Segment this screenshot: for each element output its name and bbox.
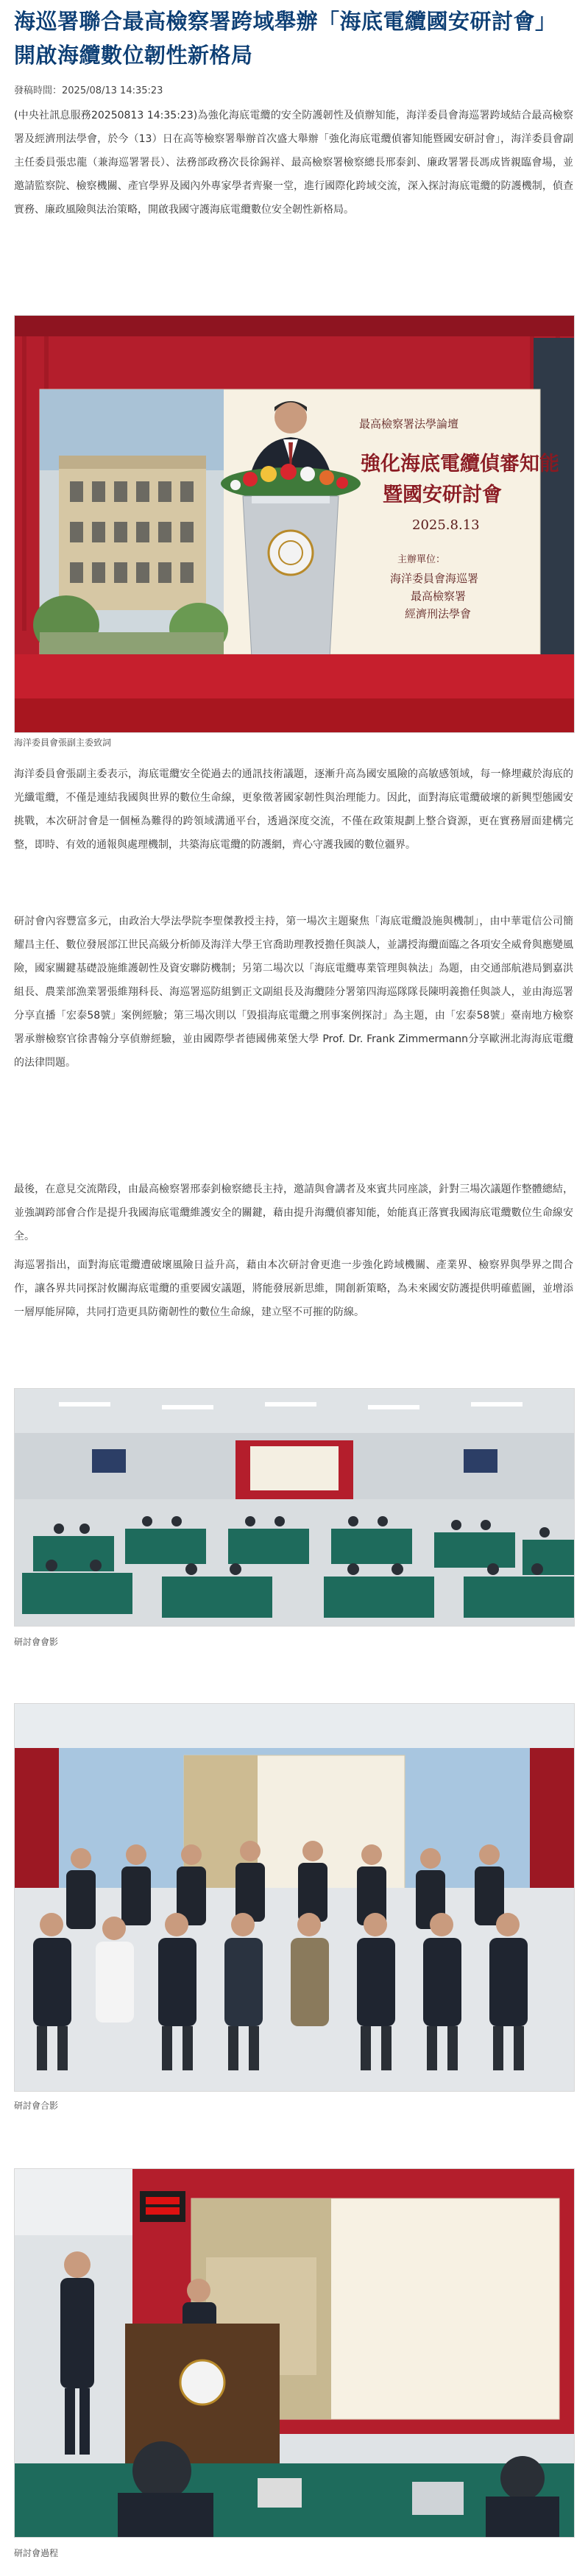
photo-group-image xyxy=(15,1704,574,2091)
building-illustration xyxy=(33,389,228,654)
sign-title-1: 強化海底電纜偵審知能 xyxy=(361,453,559,475)
paragraph-1: (中央社訊息服務20250813 14:35:23)為強化海底電纜的安全防護韌性及偵辦知能，海洋委員會海巡署跨域結合最高檢察署及經濟刑法學會，於今（13）日在高等檢察署舉辦首次盛大舉辦「強化海底電纜偵審知能暨國安研討會」，海洋委員會副主任委員張忠龍（兼海巡署署長）、法務部政務次長徐錫祥、最高檢察署檢察總長邢泰釗、廉政署署長馮成皆親臨會場，並邀請監察院、檢察機關、產官學界及國內外專家學者齊聚一堂，進行國際化跨域交流，深入探討海底電纜的防護機制，偵查實務、廉政風險與法治策略，開啟我國守護海底電纜數位安全韌性新格局。 xyxy=(14,110,573,216)
caption-3: 研討會合影 xyxy=(14,2101,59,2111)
sign-host-3: 經濟刑法學會 xyxy=(405,607,472,620)
photo-session xyxy=(14,2168,575,2538)
sign-host-2: 最高檢察署 xyxy=(411,590,467,603)
sign-date: 2025.8.13 xyxy=(412,517,480,533)
photo-speech-image xyxy=(15,316,574,732)
sign-host-label: 主辦單位： xyxy=(397,554,446,565)
photo-session-image xyxy=(15,2169,574,2537)
photo-auditorium xyxy=(14,1388,575,1627)
paragraph-5: 海巡署指出，面對海底電纜遭破壞風險日益升高，藉由本次研討會更進一步強化跨域機關、產業界、檢察界與學界之間合作，讓各界共同探討攸關海底電纜的重要國安議題，將能發展新思維，開創新策略，為未來國安防護提供明確藍圖，並增添一層厚能屏障，共同打造更具防衛韌性的數位生命線，建立堅不可摧的防線。 xyxy=(14,1259,573,1318)
paragraph-3: 研討會內容豐富多元，由政治大學法學院李聖傑教授主持，第一場次主題聚焦「海底電纜設施與機制」，由中華電信公司簡耀昌主任、數位發展部江世民高級分析師及海洋大學王官喬助理教授擔任與談人，並講授海纜面臨之各項安全威脅與應變風險，國家關鍵基礎設施維護韌性及資安聯防機制；另第二場次以「海底電纜專業管理與執法」為題，由交通部航港局劉嘉洪組長、農業部漁業署張維翔科長、海巡署巡防組劉正文副組長及海纜陸分署第四海巡隊隊長陳明義擔任與談人，並由海巡署分享直播「宏泰58號」案例經驗；第三場次則以「毀損海底電纜之刑事案例探討」為主題，由「宏泰58號」臺南地方檢察署承辦檢察官徐書翰分享偵辦經驗，並由國際學者德國佛萊堡大學 Prof. Dr. Frank Zimmermann分享歐洲北海海底電纜的法律問題。 xyxy=(14,916,573,1069)
sign-title-2: 暨國安研討會 xyxy=(383,484,502,506)
article-title: 海巡署聯合最高檢察署跨域舉辦「海底電纜國安研討會」開啟海纜數位韌性新格局 xyxy=(14,9,557,68)
sign-org: 最高檢察署法學論壇 xyxy=(359,417,459,431)
photo-speech xyxy=(14,315,575,733)
photo-group xyxy=(14,1703,575,2092)
paragraph-4: 最後，在意見交流階段，由最高檢察署邢泰釗檢察總長主持，邀請與會講者及來賓共同座談，針對三場次議題作整體總結，並強調跨部會合作是提升我國海底電纜維護安全的關鍵，藉由提升海纜偵審知能，始能真正落實我國海底電纜數位生命線安全。 xyxy=(14,1183,573,1242)
publish-date: 發稿時間：2025/08/13 14:35:23 xyxy=(14,85,163,96)
caption-4: 研討會過程 xyxy=(14,2548,59,2558)
caption-1: 海洋委員會張副主委致詞 xyxy=(14,737,112,748)
caption-2: 研討會會影 xyxy=(14,1637,59,1647)
sign-host-1: 海洋委員會海巡署 xyxy=(390,572,479,585)
photo-auditorium-image xyxy=(15,1389,574,1626)
paragraph-2: 海洋委員會張副主委表示，海底電纜安全從過去的通訊技術議題，逐漸升高為國安風險的高敏感領域，每一條埋藏於海底的光纖電纜，不僅是連結我國與世界的數位生命線，更象徵著國家韌性與治理能力。因此，面對海底電纜破壞的新興型態國安挑戰，本次研討會是一個極為難得的跨領域溝通平台，透過深度交流，不僅在政策規劃上整合資源，更在實務層面建構完整，即時、有效的通報與處理機制，共築海底電纜的防護網，齊心守護我國的數位疆界。 xyxy=(14,768,573,851)
